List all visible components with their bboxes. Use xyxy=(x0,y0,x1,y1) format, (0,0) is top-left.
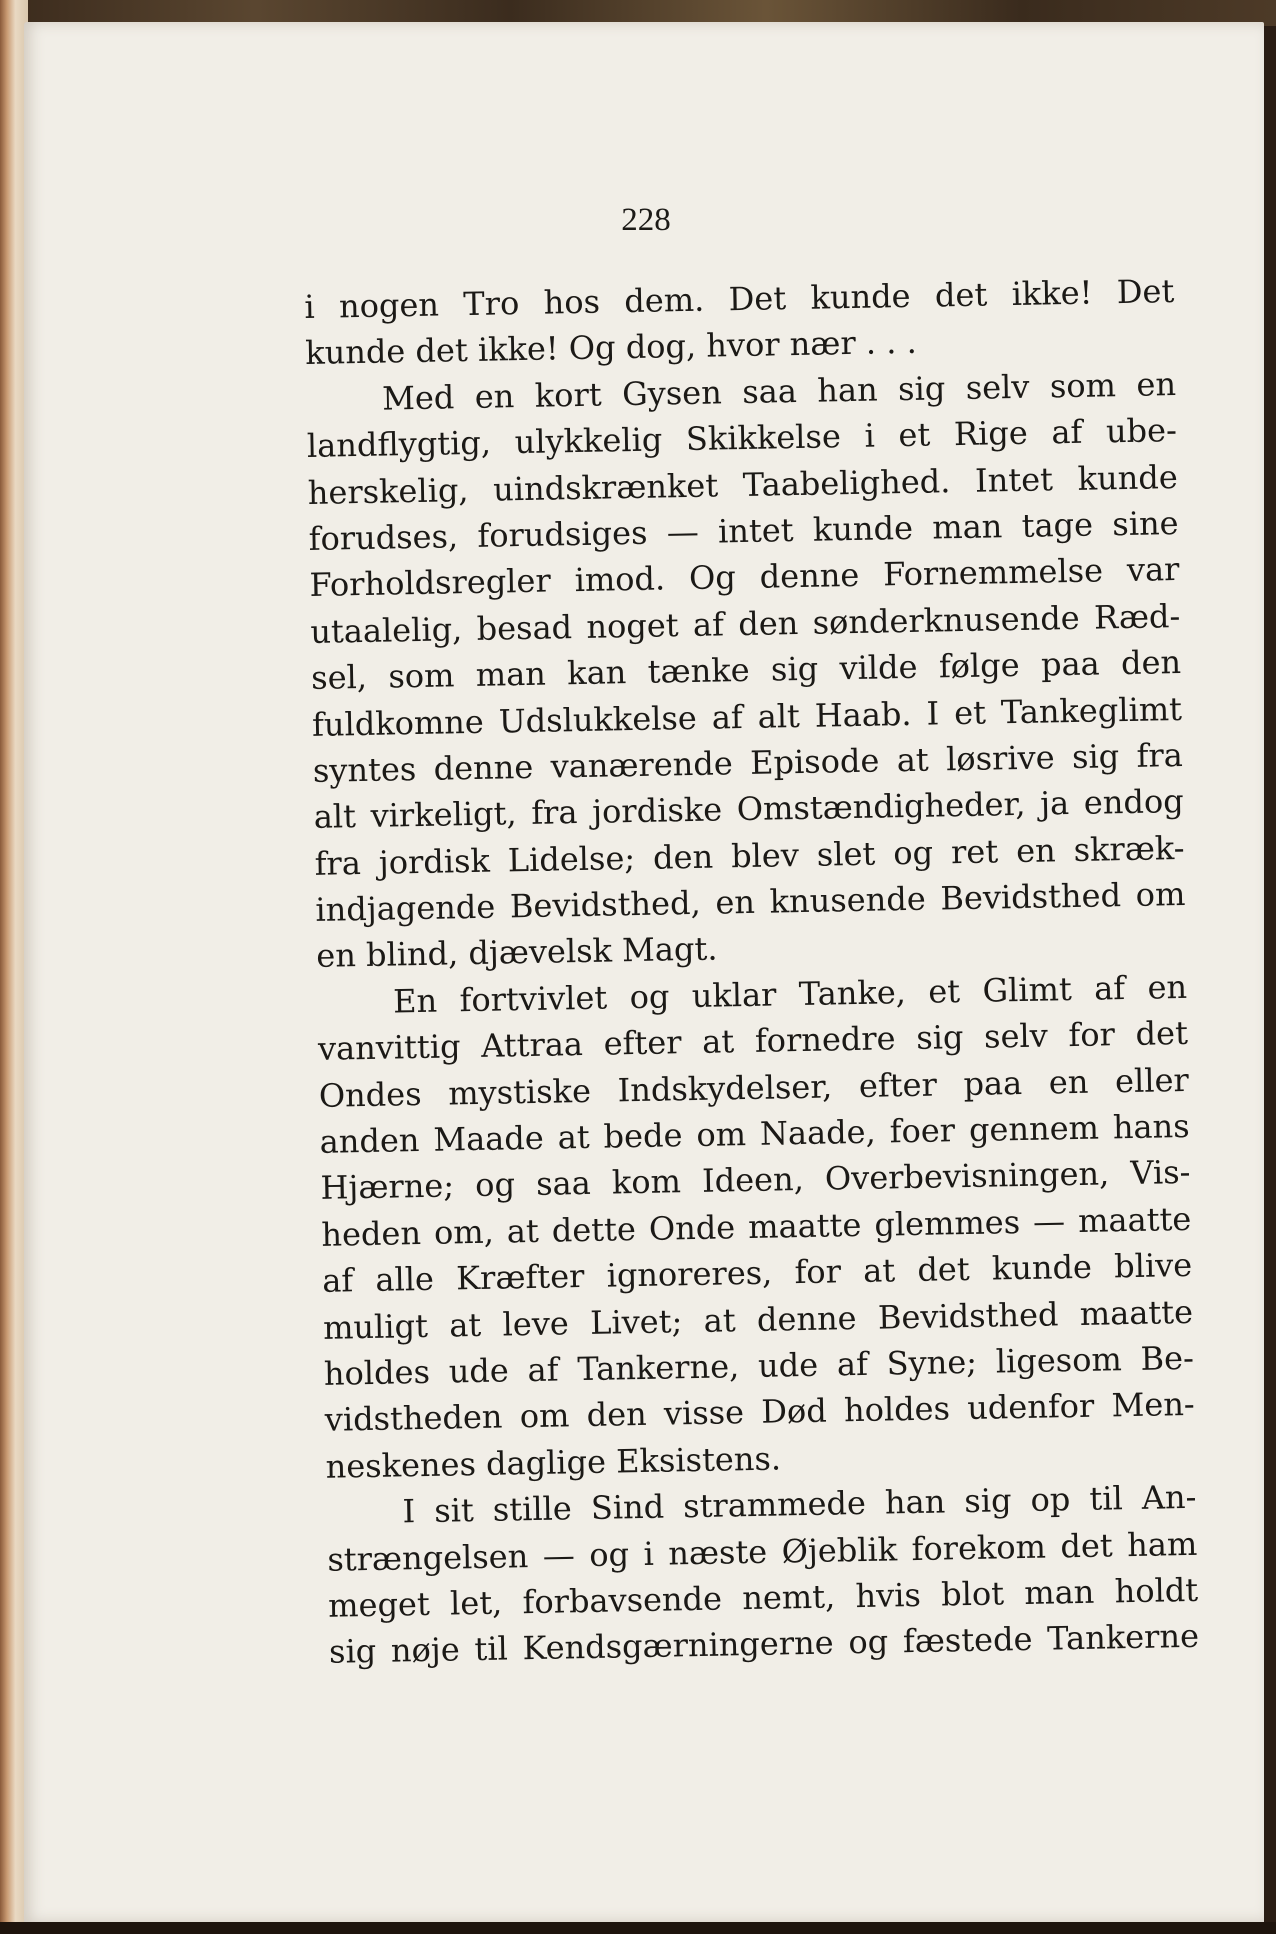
text-line: I sit stille Sind strammede han sig op til An- xyxy=(402,1478,1197,1531)
text-line: fra jordisk Lidelse; den blev slet og ret en skræk- xyxy=(314,828,1185,883)
text-line: Hjærne; og saa kom Ideen, Overbevisningen, Vis- xyxy=(320,1153,1191,1208)
page-number: 228 xyxy=(621,202,671,238)
text-line: En fortvivlet og uklar Tanke, et Glimt af en xyxy=(392,967,1188,1021)
text-line: Med en kort Gysen saa han sig selv som en xyxy=(381,364,1177,418)
body-text xyxy=(304,268,1199,1675)
text-line: herskelig, uindskrænket Taabelighed. Intet kunde xyxy=(307,457,1179,512)
text-line: alt virkeligt, fra jordiske Omstændigheder, ja endog xyxy=(313,782,1184,837)
text-line: indjagende Bevidsthed, en knusende Bevidsthed om xyxy=(315,875,1186,929)
text-line: forudses, forudsiges — intet kunde man tage sine xyxy=(308,503,1179,558)
text-line: sig nøje til Kendsgærningerne og fæstede Tankerne xyxy=(328,1617,1200,1672)
text-line: syntes denne vanærende Episode at løsrive sig fra xyxy=(312,735,1184,790)
text-line: vanvittig Attraa efter at fornedre sig selv for det xyxy=(317,1014,1189,1069)
text-line: strængelsen — og i næste Øjeblik forekom det ham xyxy=(327,1524,1198,1579)
book-bottom-edge xyxy=(0,1922,1276,1934)
text-line: vidstheden om den visse Død holdes udenfor Men- xyxy=(324,1385,1196,1440)
text-line: landflygtig, ulykkelig Skikkelse i et Rige af ube- xyxy=(306,411,1178,466)
text-line: Ondes mystiske Indskydelser, efter paa en eller xyxy=(318,1060,1190,1115)
text-line: utaalelig, besad noget af den sønderknusende Ræd- xyxy=(310,596,1181,651)
book-page xyxy=(24,22,1264,1922)
text-line: holdes ude af Tankerne, ude af Syne; ligesom Be- xyxy=(323,1338,1195,1393)
text-line: heden om, at dette Onde maatte glemmes — maatte xyxy=(321,1199,1192,1254)
text-line: kunde det ikke! Og dog, hvor nær . . . xyxy=(304,323,918,373)
text-line: i nogen Tro hos dem. Det kunde det ikke! Det xyxy=(304,272,1175,326)
text-line: sel, som man kan tænke sig vilde følge paa den xyxy=(310,643,1182,698)
text-line: meget let, forbavsende nemt, hvis blot man holdt xyxy=(327,1570,1199,1625)
text-line: en blind, djævelsk Magt. xyxy=(315,930,718,976)
text-line: af alle Kræfter ignoreres, for at det kunde blive xyxy=(321,1246,1193,1301)
text-line: muligt at leve Livet; at denne Bevidsthed maatte xyxy=(322,1292,1194,1347)
text-line: fuldkomne Udslukkelse af alt Haab. I et Tankeglimt xyxy=(311,689,1183,744)
text-line: anden Maade at bede om Naade, foer gennem hans xyxy=(319,1106,1190,1161)
text-line: Forholdsregler imod. Og denne Fornemmelse var xyxy=(309,550,1180,605)
text-line: neskenes daglige Eksistens. xyxy=(325,1439,782,1486)
